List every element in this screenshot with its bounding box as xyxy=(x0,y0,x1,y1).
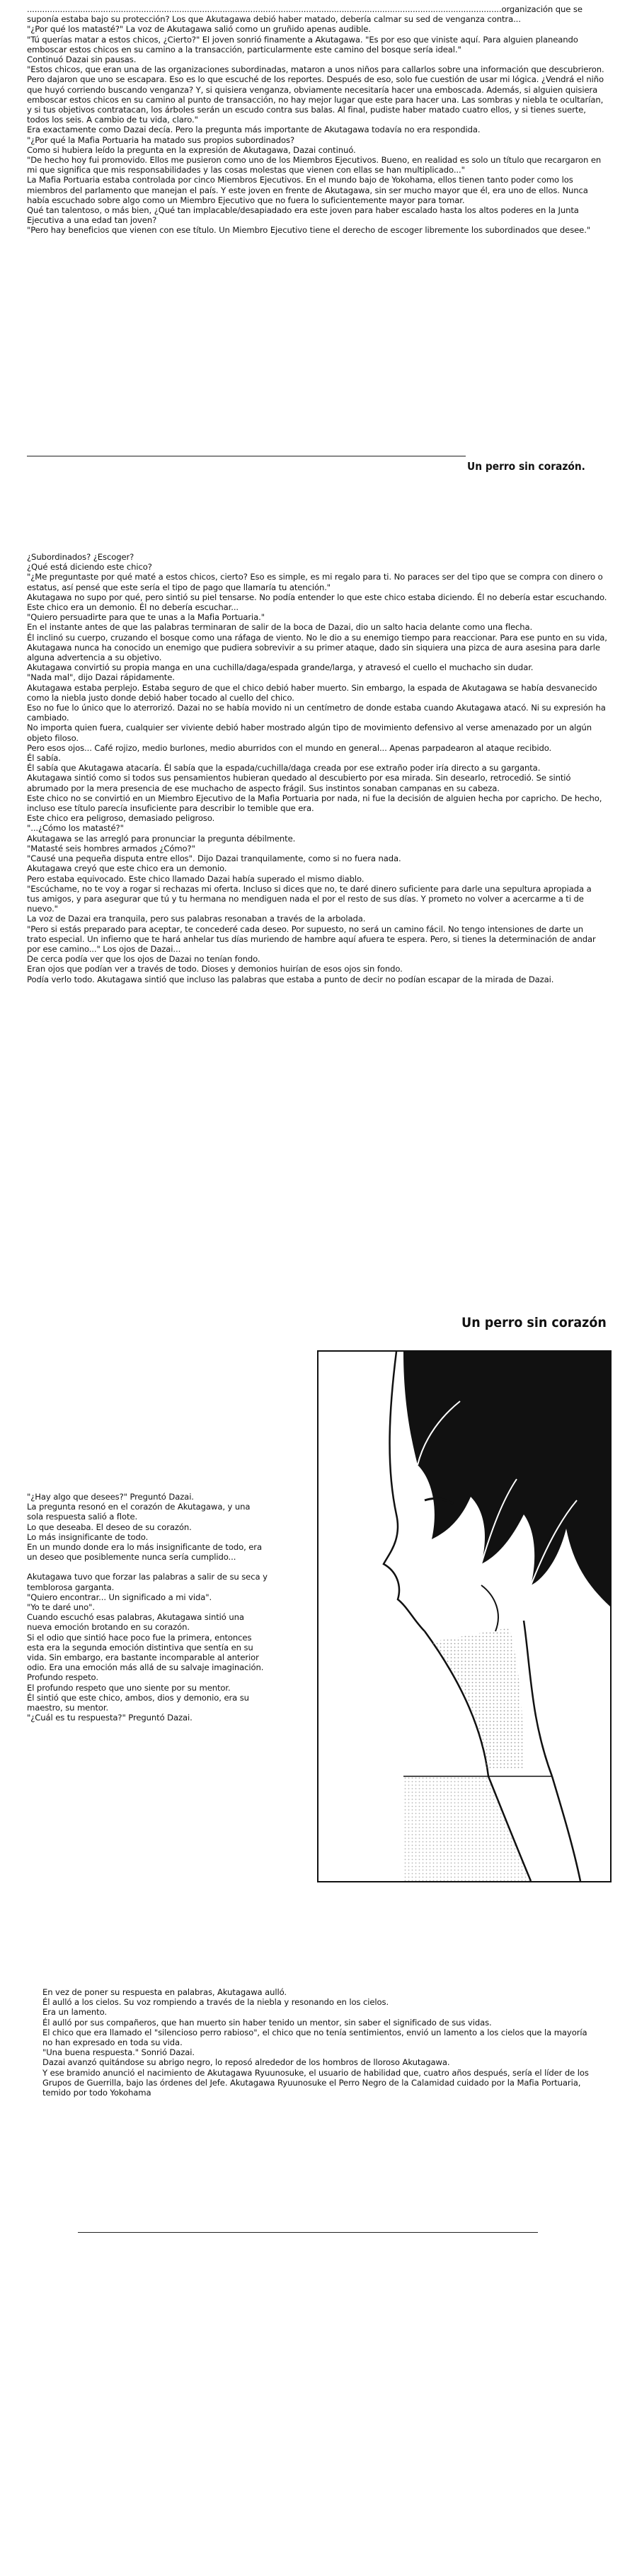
paragraph: ¿Subordinados? ¿Escoger? xyxy=(27,552,134,562)
paragraph: Él sabía que Akutagawa atacaría. Él sabía que la espada/cuchilla/daga creada por ese extraño poder iría directo a su garganta. xyxy=(27,763,541,774)
section-3-text xyxy=(27,1492,268,1723)
paragraph: Él sintió que este chico, ambos, dios y demonio, era su maestro, su mentor. xyxy=(27,1692,249,1713)
paragraph: Qué tan talentoso, o más bien, ¿Qué tan implacable/desapiadado era este joven para haber escalado hasta los altos poderes en la Junta Ejecutiva a una edad tan joven? xyxy=(27,205,579,226)
paragraph: Este chico era peligroso, demasiado peligroso. xyxy=(27,813,215,824)
paragraph: Este chico no se convirtió en un Miembro Ejecutivo de la Mafia Portuaria por nada, ni fue la decisión de alguien hecha por capricho. De hecho, incluso ese título parecía insuficiente para describir lo temible que era. xyxy=(27,793,602,814)
paragraph: De cerca podía ver que los ojos de Dazai no tenían fondo. xyxy=(27,954,260,965)
dazai-profile-icon xyxy=(318,1352,610,1881)
paragraph: Dazai avanzó quitándose su abrigo negro, lo reposó alrededor de los hombros de lloroso Akutagawa. xyxy=(42,2057,450,2068)
chapter-title: Un perro sin corazón xyxy=(461,1315,607,1330)
section-divider xyxy=(78,2232,538,2233)
paragraph: El chico que era llamado el "silencioso perro rabioso", el chico que no tenía sentimientos, envió un lamento a los cielos que la mayoría no han expresado en toda su vida. xyxy=(42,2027,587,2048)
paragraph: Si el odio que sintió hace poco fue la primera, entonces esta era la segunda emoción distintiva que sentía en su vida. Sin embargo, era bastante incomparable al anterior odio. Era una emoción más allá de su salvaje imaginación. xyxy=(27,1632,264,1673)
paragraph: "¿Por qué la Mafia Portuaria ha matado sus propios subordinados? xyxy=(27,134,295,145)
paragraph: Era un lamento. xyxy=(42,2007,107,2018)
paragraph: Y ese bramido anunció el nacimiento de Akutagawa Ryuunosuke, el usuario de habilidad que, cuatro años después, sería el líder de los Grupos de Guerrilla, bajo las órdenes del Jefe. Akutagawa Ryuunosuke el Perro Negro de la Calamidad cuidado por la Mafia Portuaria, temido por todo Yokohama xyxy=(42,2067,589,2098)
paragraph: Akutagawa creyó que este chico era un demonio. xyxy=(27,863,227,874)
paragraph: Eran ojos que podían ver a través de todo. Dioses y demonios huirían de esos ojos sin fondo. xyxy=(27,964,403,974)
paragraph: Como si hubiera leído la pregunta en la expresión de Akutagawa, Dazai continuó. xyxy=(27,144,356,155)
paragraph: En vez de poner su respuesta en palabras, Akutagawa aulló. xyxy=(42,1987,287,1997)
paragraph: Cuando escuchó esas palabras, Akutagawa sintió una nueva emoción brotando en su corazón. xyxy=(27,1612,244,1633)
chapter-title: Un perro sin corazón. xyxy=(467,460,585,473)
paragraph: Él sabía. xyxy=(27,753,61,764)
section-4-text xyxy=(42,1987,595,2098)
paragraph: Él aulló a los cielos. Su voz rompiendo a través de la niebla y resonando en los cielos. xyxy=(42,1997,389,2008)
paragraph: En un mundo donde era lo más insignificante de todo, era un deseo que posiblemente nunca sería cumplido... xyxy=(27,1542,262,1563)
paragraph: Él aulló por sus compañeros, que han muerto sin haber tenido un mentor, sin saber el significado de sus vidas. xyxy=(42,2017,492,2028)
paragraph: "Quiero encontrar... Un significado a mi vida". xyxy=(27,1592,212,1602)
paragraph: Akutagawa convirtió su propia manga en una cuchilla/daga/espada grande/larga, y atravesó el cuello el muchacho sin dudar. xyxy=(27,662,534,673)
paragraph: "...¿Cómo los matasté?" xyxy=(27,823,124,834)
paragraph: ¿Qué está diciendo este chico? xyxy=(27,562,152,573)
paragraph: ...........................................................................................................................................................................................organización que se suponía estaba bajo su protección? Los que Akutagawa debió haber matado, debería calmar su sed de venganza contra... xyxy=(27,4,583,25)
paragraph: Él inclinó su cuerpo, cruzando el bosque como una ráfaga de viento. No le dio a su enemigo tiempo para reaccionar. Para ese punto en su vida, Akutagawa nunca ha conocido un enemigo que pudiera sobrevivir a su primer ataque, dado sin siquiera una pizca de aura asesina para darle alguna advertencia a su objetivo. xyxy=(27,632,607,663)
paragraph: "Yo te daré uno". xyxy=(27,1602,95,1613)
paragraph: La Mafia Portuaria estaba controlada por cinco Miembros Ejecutivos. En el mundo bajo de Yokohama, ellos tienen tanto poder como los miembros del parlamento que manejan el país. Y este joven en frente de Akutagawa, sin ser mucho mayor que él, era uno de ellos. Nunca había escuchado sobre algo como un Miembro Ejecutivo que no fuera lo suficientemente mayor para tomar. xyxy=(27,175,588,205)
paragraph xyxy=(27,1562,268,1572)
paragraph: "Matasté seis hombres armados ¿Cómo?" xyxy=(27,843,195,853)
paragraph: "Quiero persuadirte para que te unas a la Mafia Portuaria." xyxy=(27,612,265,623)
paragraph: "Pero hay beneficios que vienen con ese título. Un Miembro Ejecutivo tiene el derecho de escoger libremente los subordinados que desee." xyxy=(27,225,591,236)
paragraph: "Pero si estás preparado para aceptar, te concederé cada deseo. Por supuesto, no será un camino fácil. No tengo intensiones de darte un xyxy=(27,924,584,934)
paragraph: trato especial. Un infierno que te hará anhelar tus días muriendo de hambre aquí afuera te espera. Pero, si tienes la determinación de andar xyxy=(27,933,596,944)
paragraph: Akutagawa no supo por qué, pero sintió su piel tensarse. No podía entender lo que este chico estaba diciendo. Él no debería estar escuchando. Este chico era un demonio. Él no debería escuchar... xyxy=(27,592,607,613)
paragraph: "¿Cuál es tu respuesta?" Preguntó Dazai. xyxy=(27,1713,193,1723)
paragraph: No importa quien fuera, cualquier ser viviente debió haber mostrado algún tipo de movimiento defensivo al verse amenazado por un algún objeto filoso. xyxy=(27,723,592,743)
paragraph: Eso no fue lo único que lo aterrorizó. Dazai no se había movido ni un centímetro de donde estaba cuando Akutagawa atacó. Ni su expresión ha cambiado. xyxy=(27,703,606,723)
paragraph: "Tú querías matar a estos chicos, ¿Cierto?" El joven sonrió finamente a Akutagawa. "Es por eso que viniste aquí. Para alguien planeando emboscar estos chicos en su camino a la transacción, particularmente este camino del bosque sería ideal." xyxy=(27,34,578,54)
paragraph: "Una buena respuesta." Sonrió Dazai. xyxy=(42,2047,195,2058)
paragraph: Pero estaba equivocado. Este chico llamado Dazai había superado el mismo diablo. xyxy=(27,873,365,884)
paragraph: "¿Hay algo que desees?" Preguntó Dazai. xyxy=(27,1492,194,1502)
paragraph: "Causé una pequeña disputa entre ellos". Dijo Dazai tranquilamente, como si no fuera nada. xyxy=(27,853,401,864)
paragraph: "¿Por qué los matasté?" La voz de Akutagawa salió como un gruñido apenas audible. xyxy=(27,24,371,35)
paragraph: "Estos chicos, que eran una de las organizaciones subordinadas, mataron a unos niños para callarlos sobre una información que descubrieron. Pero dajaron que uno se escapara. Eso es lo que escuché de los reportes. Después de eso, solo fue cuestión de usar mi lógica. ¿Vendrá el niño que huyó corriendo buscando venganza? Y, si quisiera venganza, obviamente necesitaría hacer una emboscada. Además, si alguien quisiera emboscar estos chicos en su camino al punto de transacción, no hay mejor lugar que este para hacer una. Las sombras y niebla te ocultarían, y si tus objetivos contratacan, los árboles serán un escudo contra sus balas. Al final, pudiste haber matado cuatro ellos, y si tienes suerte, todos los seis. A cambio de tu vida, claro." xyxy=(27,64,604,125)
section-2-text xyxy=(27,552,607,984)
manga-panel-illustration xyxy=(317,1350,612,1882)
paragraph: Continuó Dazai sin pausas. xyxy=(27,54,137,65)
paragraph: Akutagawa se las arregló para pronunciar la pregunta débilmente. xyxy=(27,833,296,844)
paragraph: Lo más insignificante de todo. xyxy=(27,1531,149,1542)
paragraph: En el instante antes de que las palabras terminaran de salir de la boca de Dazai, dio un salto hacia delante como una flecha. xyxy=(27,622,533,633)
paragraph: Profundo respeto. xyxy=(27,1672,98,1683)
paragraph: Akutagawa sintió como si todos sus pensamientos hubieran quedado al descubierto por esa mirada. Sin desearlo, retrocedió. Se sintió abrumado por la mera presencia de ese muchacho de aspecto frágil. Sus instintos sonaban campanas en su cabeza. xyxy=(27,773,571,793)
paragraph: "De hecho hoy fui promovido. Ellos me pusieron como uno de los Miembros Ejecutivos. Bueno, en realidad es solo un título que recargaron en mi que significa que mis responsabilidades y las cosas molestas que vienen con ellas se han multiplicado..." xyxy=(27,155,602,176)
paragraph: Lo que deseaba. El deseo de su corazón. xyxy=(27,1522,192,1532)
paragraph: Podía verlo todo. Akutagawa sintió que incluso las palabras que estaba a punto de decir no podían escapar de la mirada de Dazai. xyxy=(27,974,554,984)
paragraph: Pero esos ojos... Café rojizo, medio burlones, medio aburridos con el mundo en general... Apenas parpadearon al ataque recibido. xyxy=(27,742,552,753)
paragraph: por ese camino..." Los ojos de Dazai... xyxy=(27,943,181,954)
paragraph: La pregunta resonó en el corazón de Akutagawa, y una sola respuesta salió a flote. xyxy=(27,1502,251,1522)
section-1-text xyxy=(27,4,607,236)
paragraph: tus amigos, y para asegurar que tú y tu hermana no mendiguen nada el por el resto de sus días. Y prometo no volver a acercarme a ti de nuevo." xyxy=(27,893,584,914)
paragraph: El profundo respeto que uno siente por su mentor. xyxy=(27,1682,231,1693)
paragraph: Akutagawa tuvo que forzar las palabras a salir de su seca y temblorosa garganta. xyxy=(27,1572,268,1592)
paragraph: La voz de Dazai era tranquila, pero sus palabras resonaban a través de la arbolada. xyxy=(27,914,366,924)
paragraph: Era exactamente como Dazai decía. Pero la pregunta más importante de Akutagawa todavía no era respondida. xyxy=(27,125,481,135)
paragraph: Akutagawa estaba perplejo. Estaba seguro de que el chico debió haber muerto. Sin embargo, la espada de Akutagawa se había desvanecido como la niebla justo donde debió haber tocado al cuello del chico. xyxy=(27,682,597,703)
paragraph: "Nada mal", dijo Dazai rápidamente. xyxy=(27,672,175,683)
paragraph: "¿Me preguntaste por qué maté a estos chicos, cierto? Eso es simple, es mi regalo para ti. No paraces ser del tipo que se compra con dinero o estatus, así pensé que este sería el tipo de pago que llamaría tu atención." xyxy=(27,572,603,592)
paragraph: "Escúchame, no te voy a rogar si rechazas mi oferta. Incluso si dices que no, te daré dinero suficiente para darle una sepultura apropiada a xyxy=(27,883,592,894)
